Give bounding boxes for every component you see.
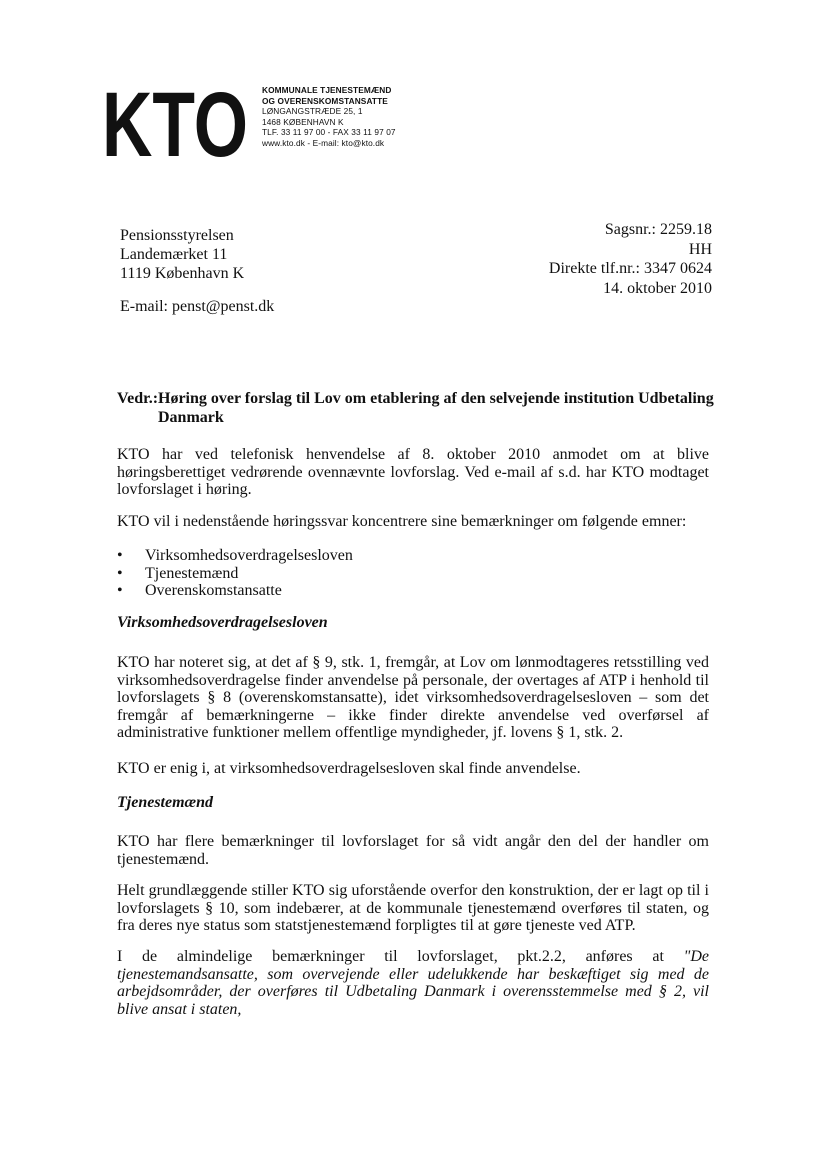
org-name-line1: KOMMUNALE TJENESTEMÆND [262,85,392,95]
subject-line [117,389,717,427]
paragraph-4: KTO er enig i, at virksomhedsoverdragelsesloven skal finde anvendelse. [117,760,581,777]
recipient-address [120,226,244,283]
list-item: • Virksomhedsoverdragelsesloven [117,547,353,565]
svg-text:KTO: KTO [102,74,248,164]
recipient-city: 1119 København K [120,265,245,282]
kto-logo [100,74,250,164]
recipient-name: Pensionsstyrelsen [120,227,234,244]
org-name-line2: OG OVERENSKOMSTANSATTE [262,95,388,106]
paragraph-7-intro: I de almindelige bemærkninger til lovforslaget, pkt.2.2, anføres at [117,948,684,965]
letter-date: 14. oktober 2010 [603,279,712,297]
paragraph-3: KTO har noteret sig, at det af § 9, stk. 1, fremgår, at Lov om lønmodtageres retsstilling ved virksomhedsoverdragelse finder anvendelse på personale, der overtages af ATP i henhold til lovforslagets § 8 (overenskomstansatte), idet virksomhedsoverdragelsesloven – som det fremgår af bemærkningerne – ikke finder direkte anvendelse ved overførsel af administrative funktioner mellem offentlige myndigheder, jf. lovens § 1, stk. 2. [117,654,709,741]
org-postal: 1468 KØBENHAVN K [262,116,344,127]
recipient-email: E-mail: penst@penst.dk [120,298,275,315]
direct-phone: Direkte tlf.nr.: 3347 0624 [548,260,712,277]
subject-text: Høring over forslag til Lov om etablering af den selvejende institution Udbetaling Danmark [158,390,714,426]
paragraph-2: KTO vil i nedenstående høringssvar koncentrere sine bemærkninger om følgende emner: [117,513,687,530]
section-heading-virksomhed: Virksomhedsoverdragelsesloven [117,614,328,631]
case-number: Sagsnr.: 2259.18 [604,221,712,238]
paragraph-7-quote: "De tjenestemandsansatte, som overvejende eller udelukkende har beskæftiget sig med de arbejdsområder, der overføres til Udbetaling Danmark i overensstemmelse med § 2, vil blive ansat i staten, [117,948,709,1018]
subject-label: Vedr.: [117,390,159,407]
initials: HH [688,240,712,258]
org-web: www.kto.dk - E-mail: kto@kto.dk [262,137,385,148]
recipient-street: Landemærket 11 [120,246,228,263]
organization-address [262,85,396,148]
paragraph-7 [117,948,709,1018]
letter-meta [460,220,712,298]
section-heading-tjenestemaend: Tjenestemænd [117,794,213,811]
org-street: LØNGANGSTRÆDE 25, 1 [262,106,363,116]
paragraph-1: KTO har ved telefonisk henvendelse af 8. oktober 2010 anmodet om at blive høringsberettiget vedrørende ovennævnte lovforslag. Ved e-mail af s.d. har KTO modtaget lovforslaget i høring. [117,446,709,498]
topic-list [117,547,353,600]
list-item: • Tjenestemænd [117,565,353,583]
list-item: • Overenskomstansatte [117,582,353,600]
paragraph-5: KTO har flere bemærkninger til lovforslaget for så vidt angår den del der handler om tjenestemænd. [117,833,709,868]
org-phone: TLF. 33 11 97 00 - FAX 33 11 97 07 [262,127,396,137]
paragraph-6: Helt grundlæggende stiller KTO sig uforstående overfor den konstruktion, der er lagt op til i lovforslagets § 10, som indebærer, at de kommunale tjenestemænd overføres til staten, og fra deres nye status som statstjenestemænd forpligtes til at gøre tjeneste ved ATP. [117,882,709,934]
